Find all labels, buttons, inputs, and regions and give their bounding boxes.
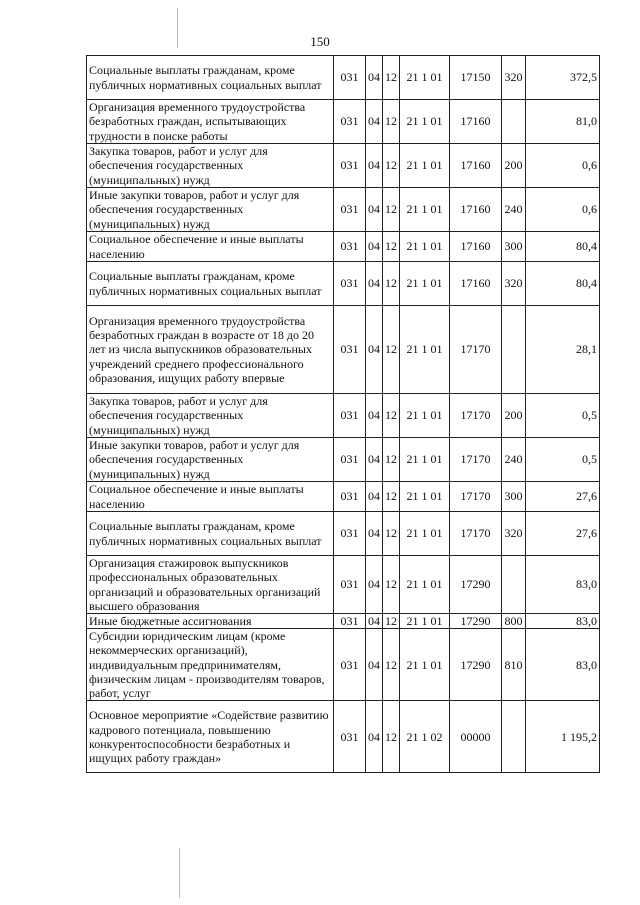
table-row xyxy=(87,438,600,482)
table-row xyxy=(87,144,600,188)
cell-code: 17170 xyxy=(450,306,502,394)
cell-vr: 800 xyxy=(502,614,526,629)
cell-amount: 0,6 xyxy=(526,188,600,232)
cell-ved: 031 xyxy=(334,701,366,773)
cell-rz: 04 xyxy=(366,438,383,482)
cell-amount: 83,0 xyxy=(526,614,600,629)
cell-ved: 031 xyxy=(334,56,366,100)
cell-rz: 04 xyxy=(366,144,383,188)
cell-code: 17170 xyxy=(450,394,502,438)
cell-code: 17150 xyxy=(450,56,502,100)
cell-csr: 21 1 01 xyxy=(400,232,450,262)
cell-ved: 031 xyxy=(334,512,366,556)
cell-pr: 12 xyxy=(383,394,400,438)
cell-ved: 031 xyxy=(334,100,366,144)
cell-pr: 12 xyxy=(383,188,400,232)
cell-vr xyxy=(502,556,526,614)
cell-code: 17290 xyxy=(450,629,502,701)
cell-pr: 12 xyxy=(383,56,400,100)
table-row xyxy=(87,394,600,438)
cell-csr: 21 1 01 xyxy=(400,556,450,614)
cell-vr: 200 xyxy=(502,394,526,438)
table-row xyxy=(87,306,600,394)
cell-rz: 04 xyxy=(366,188,383,232)
cell-rz: 04 xyxy=(366,306,383,394)
cell-code: 17170 xyxy=(450,438,502,482)
table-row xyxy=(87,56,600,100)
table-row xyxy=(87,701,600,773)
cell-csr: 21 1 01 xyxy=(400,100,450,144)
cell-pr: 12 xyxy=(383,306,400,394)
cell-vr: 300 xyxy=(502,482,526,512)
cell-name: Закупка товаров, работ и услуг для обеспечения государственных (муниципальных) нужд xyxy=(87,394,334,438)
cell-vr: 320 xyxy=(502,56,526,100)
cell-name: Организация временного трудоустройства безработных граждан в возрасте от 18 до 20 лет из числа выпускников образовательных учреждений среднего профессионального образования, ищущих работу впервые xyxy=(87,306,334,394)
cell-vr: 810 xyxy=(502,629,526,701)
cell-name: Социальные выплаты гражданам, кроме публичных нормативных социальных выплат xyxy=(87,56,334,100)
cell-name: Социальные выплаты гражданам, кроме публичных нормативных социальных выплат xyxy=(87,512,334,556)
cell-amount: 28,1 xyxy=(526,306,600,394)
cell-rz: 04 xyxy=(366,482,383,512)
cell-csr: 21 1 01 xyxy=(400,306,450,394)
cell-csr: 21 1 01 xyxy=(400,394,450,438)
cell-rz: 04 xyxy=(366,556,383,614)
cell-pr: 12 xyxy=(383,701,400,773)
cell-name: Иные закупки товаров, работ и услуг для обеспечения государственных (муниципальных) нужд xyxy=(87,438,334,482)
cell-ved: 031 xyxy=(334,262,366,306)
cell-code: 00000 xyxy=(450,701,502,773)
page-number: 150 xyxy=(310,34,330,49)
table-row xyxy=(87,614,600,629)
cell-csr: 21 1 01 xyxy=(400,56,450,100)
cell-amount: 0,5 xyxy=(526,438,600,482)
table-row xyxy=(87,512,600,556)
cell-code: 17160 xyxy=(450,262,502,306)
cell-ved: 031 xyxy=(334,188,366,232)
cell-rz: 04 xyxy=(366,512,383,556)
table-row xyxy=(87,100,600,144)
cell-ved: 031 xyxy=(334,394,366,438)
cell-code: 17160 xyxy=(450,232,502,262)
cell-code: 17170 xyxy=(450,482,502,512)
cell-name: Организация временного трудоустройства безработных граждан, испытывающих трудности в поиске работы xyxy=(87,100,334,144)
cell-ved: 031 xyxy=(334,629,366,701)
cell-pr: 12 xyxy=(383,556,400,614)
cell-rz: 04 xyxy=(366,262,383,306)
cell-amount: 80,4 xyxy=(526,232,600,262)
cell-pr: 12 xyxy=(383,614,400,629)
cell-rz: 04 xyxy=(366,56,383,100)
cell-name: Организация стажировок выпускников профессиональных образовательных организаций и образовательных организаций высшего образования xyxy=(87,556,334,614)
table-row xyxy=(87,232,600,262)
cell-ved: 031 xyxy=(334,232,366,262)
cell-vr: 240 xyxy=(502,188,526,232)
cell-csr: 21 1 01 xyxy=(400,482,450,512)
cell-amount: 0,5 xyxy=(526,394,600,438)
cell-vr xyxy=(502,701,526,773)
cell-amount: 1 195,2 xyxy=(526,701,600,773)
table-row xyxy=(87,556,600,614)
cell-vr xyxy=(502,100,526,144)
cell-rz: 04 xyxy=(366,232,383,262)
table-row xyxy=(87,482,600,512)
cell-vr: 320 xyxy=(502,512,526,556)
cell-ved: 031 xyxy=(334,614,366,629)
cell-code: 17290 xyxy=(450,614,502,629)
table-body xyxy=(87,56,600,773)
cell-csr: 21 1 01 xyxy=(400,438,450,482)
cell-pr: 12 xyxy=(383,100,400,144)
cell-name: Закупка товаров, работ и услуг для обеспечения государственных (муниципальных) нужд xyxy=(87,144,334,188)
cell-code: 17170 xyxy=(450,512,502,556)
cell-ved: 031 xyxy=(334,556,366,614)
cell-code: 17160 xyxy=(450,188,502,232)
cell-pr: 12 xyxy=(383,144,400,188)
cell-csr: 21 1 01 xyxy=(400,512,450,556)
cell-rz: 04 xyxy=(366,701,383,773)
cell-amount: 83,0 xyxy=(526,556,600,614)
cell-name: Иные бюджетные ассигнования xyxy=(87,614,334,629)
cell-vr: 300 xyxy=(502,232,526,262)
cell-name: Социальные выплаты гражданам, кроме публичных нормативных социальных выплат xyxy=(87,262,334,306)
cell-pr: 12 xyxy=(383,482,400,512)
cell-vr xyxy=(502,306,526,394)
scan-mark-bottom xyxy=(179,848,180,898)
cell-name: Субсидии юридическим лицам (кроме некоммерческих организаций), индивидуальным предпринимателям, физическим лицам - производителям товаров, работ, услуг xyxy=(87,629,334,701)
cell-pr: 12 xyxy=(383,512,400,556)
cell-pr: 12 xyxy=(383,262,400,306)
cell-csr: 21 1 01 xyxy=(400,629,450,701)
cell-vr: 200 xyxy=(502,144,526,188)
cell-vr: 320 xyxy=(502,262,526,306)
cell-name: Основное мероприятие «Содействие развитию кадрового потенциала, повышению конкурентоспособности безработных и ищущих работу граждан» xyxy=(87,701,334,773)
cell-pr: 12 xyxy=(383,438,400,482)
cell-code: 17160 xyxy=(450,100,502,144)
cell-amount: 83,0 xyxy=(526,629,600,701)
cell-ved: 031 xyxy=(334,306,366,394)
cell-pr: 12 xyxy=(383,629,400,701)
cell-csr: 21 1 01 xyxy=(400,262,450,306)
cell-csr: 21 1 02 xyxy=(400,701,450,773)
cell-ved: 031 xyxy=(334,438,366,482)
cell-rz: 04 xyxy=(366,629,383,701)
cell-rz: 04 xyxy=(366,614,383,629)
cell-code: 17160 xyxy=(450,144,502,188)
budget-table xyxy=(86,55,600,773)
cell-code: 17290 xyxy=(450,556,502,614)
cell-name: Социальное обеспечение и иные выплаты населению xyxy=(87,232,334,262)
cell-csr: 21 1 01 xyxy=(400,188,450,232)
table-row xyxy=(87,188,600,232)
cell-rz: 04 xyxy=(366,394,383,438)
cell-amount: 0,6 xyxy=(526,144,600,188)
cell-amount: 27,6 xyxy=(526,512,600,556)
cell-name: Социальное обеспечение и иные выплаты населению xyxy=(87,482,334,512)
cell-vr: 240 xyxy=(502,438,526,482)
cell-ved: 031 xyxy=(334,144,366,188)
cell-amount: 81,0 xyxy=(526,100,600,144)
table-row xyxy=(87,262,600,306)
cell-csr: 21 1 01 xyxy=(400,614,450,629)
cell-rz: 04 xyxy=(366,100,383,144)
cell-amount: 372,5 xyxy=(526,56,600,100)
cell-ved: 031 xyxy=(334,482,366,512)
cell-amount: 80,4 xyxy=(526,262,600,306)
scan-mark-top xyxy=(177,8,178,48)
table-row xyxy=(87,629,600,701)
cell-pr: 12 xyxy=(383,232,400,262)
cell-amount: 27,6 xyxy=(526,482,600,512)
cell-name: Иные закупки товаров, работ и услуг для обеспечения государственных (муниципальных) нужд xyxy=(87,188,334,232)
cell-csr: 21 1 01 xyxy=(400,144,450,188)
